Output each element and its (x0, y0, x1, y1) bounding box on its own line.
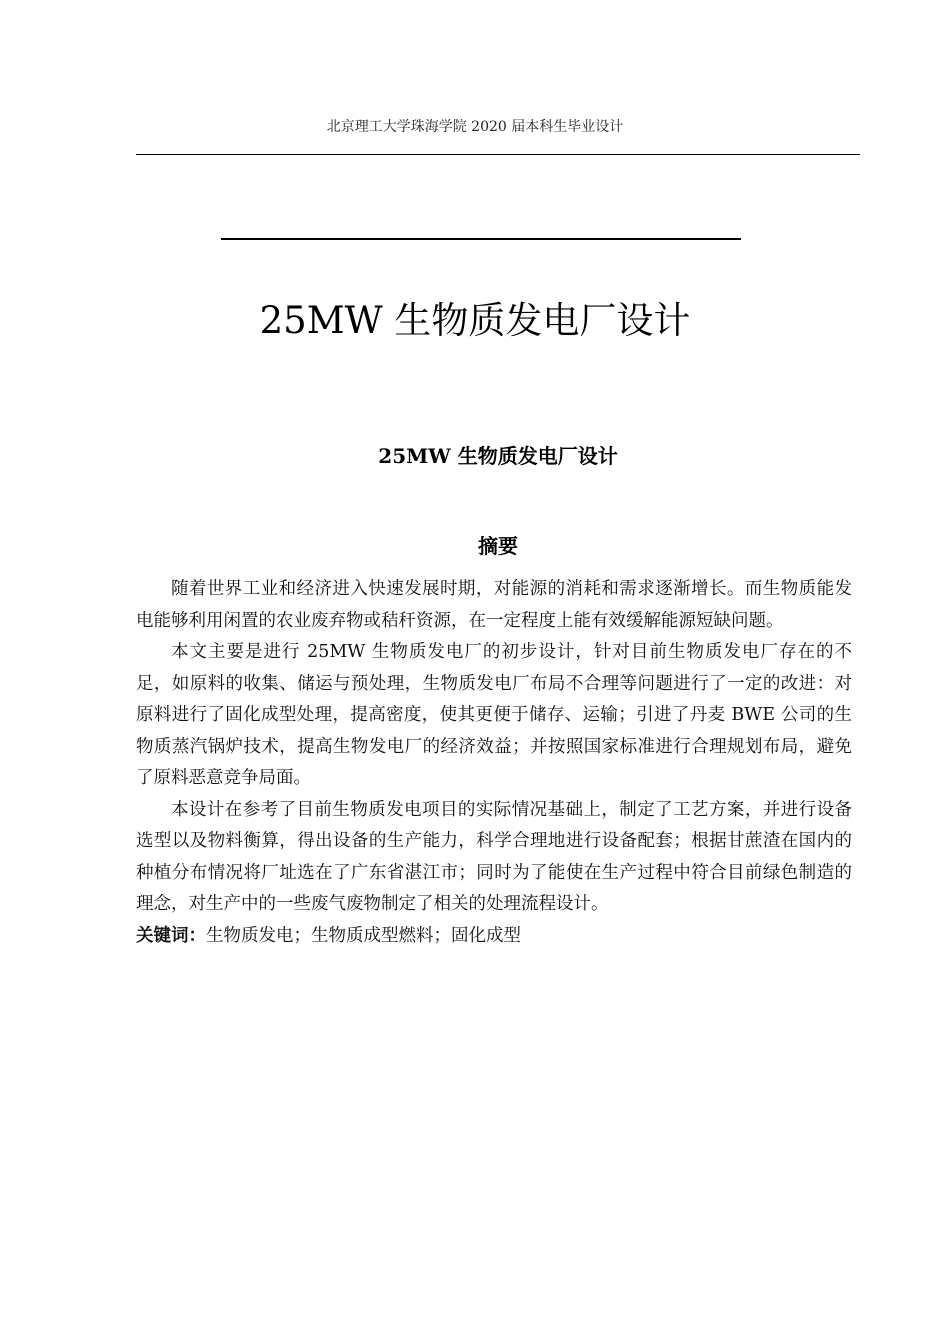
header-divider (136, 154, 860, 155)
abstract-body (136, 574, 852, 952)
document-title: 25MW 生物质发电厂设计 (259, 299, 691, 342)
keywords-line (136, 921, 852, 953)
abstract-title: 25MW 生物质发电厂设计 (378, 444, 618, 468)
page-header: 北京理工大学珠海学院 2020 届本科生毕业设计 (326, 119, 624, 135)
abstract-paragraph: 本文主要是进行 25MW 生物质发电厂的初步设计，针对目前生物质发电厂存在的不足，如原料的收集、储运与预处理，生物质发电厂布局不合理等问题进行了一定的改进：对原料进行了固化成型处理，提高密度，使其更便于储存、运输；引进了丹麦 BWE 公司的生物质蒸汽锅炉技术，提高生物发电厂的经济效益；并按照国家标准进行合理规划布局，避免了原料恶意竞争局面。 (136, 642, 852, 788)
abstract-heading: 摘要 (478, 534, 518, 558)
abstract-paragraph: 本设计在参考了目前生物质发电项目的实际情况基础上，制定了工艺方案，并进行设备选型以及物料衡算，得出设备的生产能力，科学合理地进行设备配套；根据甘蔗渣在国内的种植分布情况将厂址选在了广东省湛江市；同时为了能使在生产过程中符合目前绿色制造的理念，对生产中的一些废气废物制定了相关的处理流程设计。 (136, 799, 852, 914)
keywords-value: 生物质发电；生物质成型燃料；固化成型 (206, 925, 521, 946)
title-divider (221, 238, 741, 240)
keywords-label: 关键词： (136, 925, 206, 946)
abstract-paragraph: 随着世界工业和经济进入快速发展时期，对能源的消耗和需求逐渐增长。而生物质能发电能够利用闲置的农业废弃物或秸秆资源，在一定程度上能有效缓解能源短缺问题。 (136, 579, 852, 631)
